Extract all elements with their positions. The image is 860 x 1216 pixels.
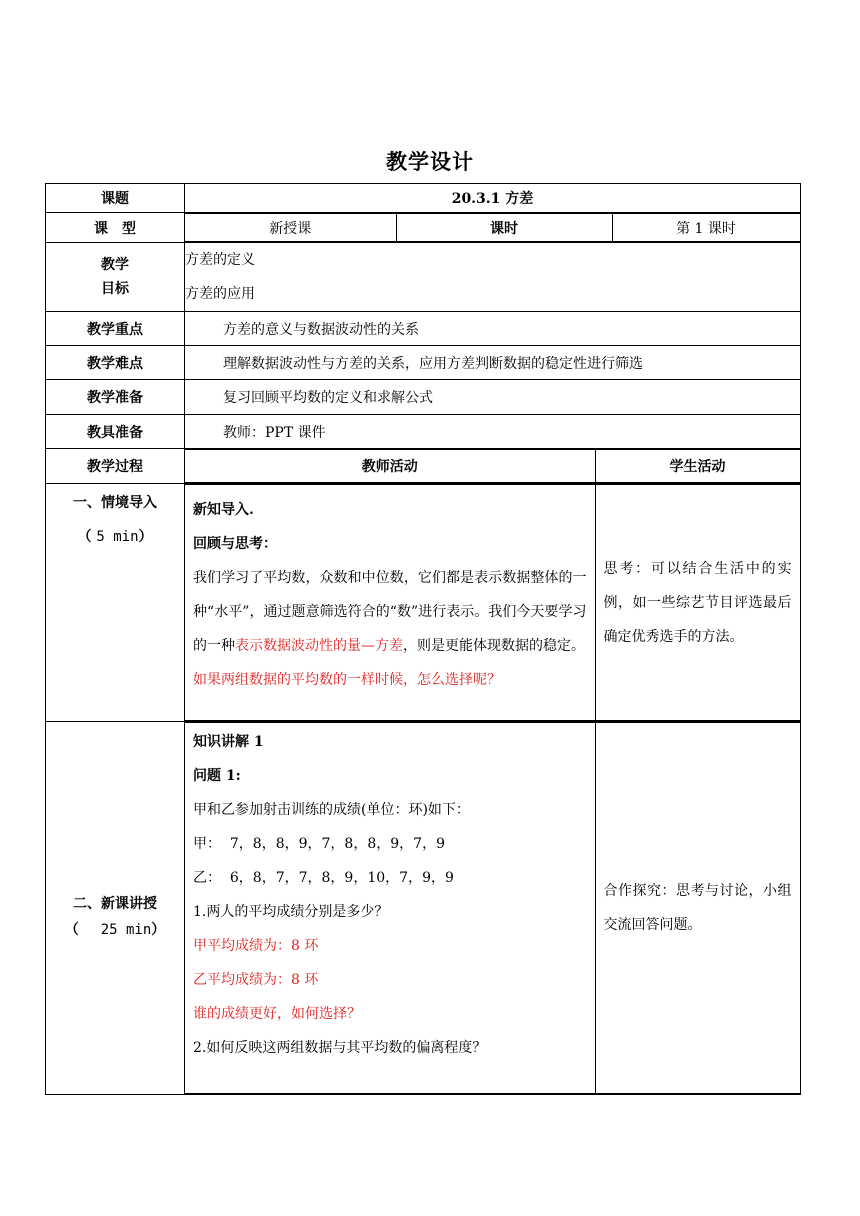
lesson-plan-table: [45, 183, 801, 1095]
stage1-time-prefix: （: [77, 529, 92, 545]
stage2-time-suffix: ）: [151, 922, 166, 938]
prep-value: 复习回顾平均数的定义和求解公式: [185, 380, 801, 415]
stage2-time: [46, 917, 184, 943]
stage1-time-value: 5 min: [96, 529, 139, 545]
stage1-name: 一、情境导入: [73, 495, 157, 511]
goal-item: 方差的定义: [185, 252, 255, 268]
process-header-col1: 教学过程: [46, 449, 185, 484]
topic-row: [46, 184, 801, 213]
stage2-jia-scores: 甲： 7，8，8，9，7，8，8，9，7，9: [193, 836, 445, 852]
stage2-teacher-activity: [185, 723, 595, 1094]
stage2-time-value: 25 min: [100, 922, 152, 938]
stage1-time: [46, 524, 184, 550]
stage2-label: [46, 722, 185, 1095]
goals-row: [46, 243, 801, 312]
goals-list: [185, 243, 801, 312]
stage1-student-activity: 思考：可以结合生活中的实例，如一些综艺节目评选最后确定优秀选手的方法。: [595, 485, 800, 721]
stage2-heading: 知识讲解 1: [193, 734, 264, 750]
stage2-q2: 2.如何反映这两组数据与其平均数的偏离程度？: [193, 1040, 487, 1056]
stage1-inner: [185, 484, 801, 721]
stage1-para-part2: ，则是更能体现数据的稳定。: [403, 638, 585, 654]
stage2-sub: [185, 722, 801, 1095]
difficulty-row: [46, 346, 801, 380]
prep-label: 教学准备: [46, 380, 185, 415]
topic-label: 课题: [46, 184, 185, 213]
stage2-ask: 谁的成绩更好，如何选择？: [193, 1006, 361, 1022]
tools-value: 教师：PPT 课件: [185, 415, 801, 449]
key-label: 教学重点: [46, 312, 185, 346]
prep-row: [46, 380, 801, 415]
type-subrow: [185, 213, 801, 243]
stage2-ans2: 乙平均成绩为：8 环: [193, 972, 319, 988]
goals-label-line1: 教学: [101, 257, 129, 273]
stage1-subheading: 回顾与思考：: [193, 536, 277, 552]
page-title: 教学设计: [386, 150, 474, 174]
stage2-name: 二、新课讲授: [73, 896, 157, 912]
process-header-col2: 教师活动: [185, 450, 595, 483]
tools-row: [46, 415, 801, 449]
process-header-sub: [185, 449, 801, 484]
type-label: 课 型: [46, 213, 185, 243]
period-value: 第 1 课时: [612, 214, 800, 242]
key-value: 方差的意义与数据波动性的关系: [185, 312, 801, 346]
process-header-col3: 学生活动: [595, 450, 800, 483]
goals-label: [46, 243, 185, 312]
stage2-yi-scores: 乙： 6，8，7，7，8，9，10，7，9，9: [193, 870, 454, 886]
stage1-time-suffix: ）: [138, 529, 153, 545]
stage2-ans1: 甲平均成绩为：8 环: [193, 938, 319, 954]
stage1-question: 如果两组数据的平均数的一样时候，怎么选择呢？: [193, 672, 501, 688]
stage2-inner: [185, 722, 801, 1094]
key-row: [46, 312, 801, 346]
type-inner-table: [185, 213, 801, 242]
goals-label-line2: 目标: [101, 281, 129, 297]
stage1-para-highlight: 表示数据波动性的量—方差: [235, 638, 403, 654]
goal-item: 方差的应用: [185, 286, 255, 302]
stage1-paragraph: [193, 561, 587, 663]
type-row: [46, 213, 801, 243]
stage1-para-part1: 我们学习了平均数，众数和中位数，它们都是表示数据整体的一种“水平”，通过题意筛选符合的“数”进行表示。我们今天要学习的一种: [193, 570, 587, 654]
process-header-inner: [185, 449, 801, 483]
type-value: 新授课: [185, 214, 396, 242]
process-header-row: [46, 449, 801, 484]
stage1-heading: 新知导入.: [193, 502, 254, 518]
stage2-time-prefix: （: [64, 922, 79, 938]
stage1-teacher-activity: [185, 485, 595, 721]
stage2-q1: 1.两人的平均成绩分别是多少？: [193, 904, 389, 920]
stage1-label: [46, 484, 185, 722]
tools-label: 教具准备: [46, 415, 185, 449]
stage1-sub: [185, 484, 801, 722]
stage2-problem: 问题 1:: [193, 768, 241, 784]
difficulty-label: 教学难点: [46, 346, 185, 380]
stage2-intro: 甲和乙参加射击训练的成绩(单位：环)如下：: [193, 802, 470, 818]
stage2-row: [46, 722, 801, 1095]
difficulty-value: 理解数据波动性与方差的关系，应用方差判断数据的稳定性进行筛选: [185, 346, 801, 380]
period-label: 课时: [396, 214, 612, 242]
stage2-student-activity: 合作探究：思考与讨论，小组交流回答问题。: [595, 723, 800, 1094]
stage1-row: [46, 484, 801, 722]
topic-value: 20.3.1 方差: [185, 184, 801, 213]
